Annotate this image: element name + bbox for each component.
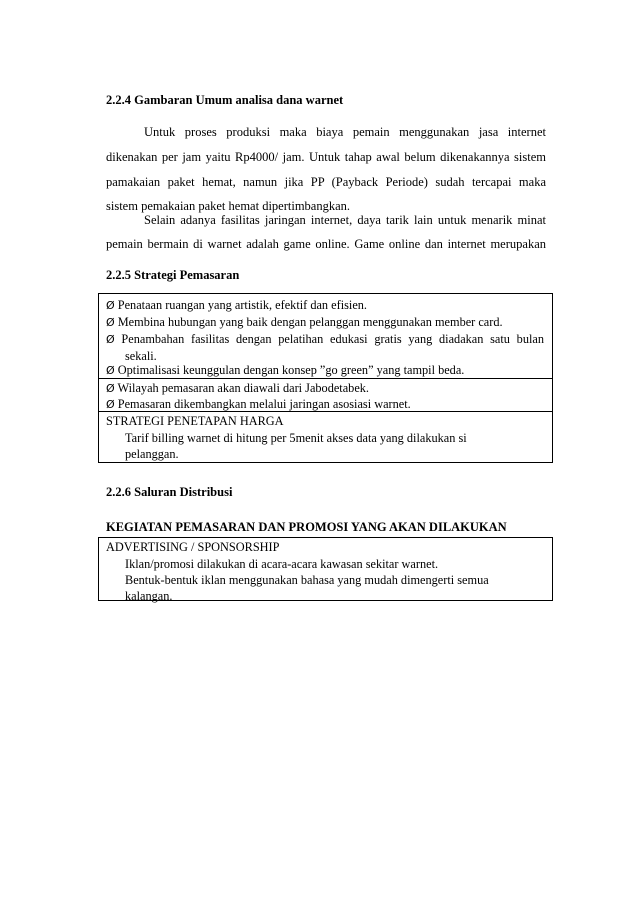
paragraph-line: pemain bermain di warnet adalah game online. Game online dan internet merupakan <box>106 237 546 251</box>
bullet-icon: Ø <box>106 382 115 395</box>
advertising-box <box>98 537 553 601</box>
paragraph-line: Untuk proses produksi maka biaya pemain menggunakan jasa internet <box>144 125 546 139</box>
paragraph-line: dikenakan per jam yaitu Rp4000/ jam. Untuk tahap awal belum dikenakannya sistem <box>106 150 546 164</box>
pricing-strategy-text: Tarif billing warnet di hitung per 5menit akses data yang dilakukan si <box>125 431 467 445</box>
bullet-icon: Ø <box>106 316 115 329</box>
paragraph-line: Selain adanya fasilitas jaringan internet, daya tarik lain untuk menarik minat <box>144 213 546 227</box>
pricing-strategy-box <box>98 411 553 463</box>
bullet-item <box>106 397 411 412</box>
paragraph-line: sistem pemakaian paket hemat dipertimbangkan. <box>106 199 351 213</box>
bullet-item <box>106 332 544 347</box>
bullet-item <box>106 363 464 378</box>
promotion-subheading: KEGIATAN PEMASARAN DAN PROMOSI YANG AKAN DILAKUKAN <box>106 520 507 534</box>
advertising-text: Iklan/promosi dilakukan di acara-acara kawasan sekitar warnet. <box>125 557 439 571</box>
bullet-text: Optimalisasi keunggulan dengan konsep ”go green” yang tampil beda. <box>117 363 465 377</box>
section-heading-2-2-4: 2.2.4 Gambaran Umum analisa dana warnet <box>106 93 344 107</box>
advertising-text: Bentuk-bentuk iklan menggunakan bahasa yang mudah dimengerti semua <box>125 573 489 587</box>
pricing-strategy-text: pelanggan. <box>125 447 179 461</box>
bullet-text: Penataan ruangan yang artistik, efektif dan efisien. <box>117 298 368 312</box>
bullet-item <box>106 315 503 330</box>
paragraph-line: pamakaian paket hemat, namun jika PP (Payback Periode) sudah tercapai maka <box>106 175 546 189</box>
bullet-text: Wilayah pemasaran akan diawali dari Jabodetabek. <box>117 381 370 395</box>
bullet-icon: Ø <box>106 364 115 377</box>
bullet-text: Penambahan fasilitas dengan pelatihan edukasi gratis yang diadakan satu bulan <box>121 332 545 346</box>
strategy-box-1 <box>98 293 553 379</box>
bullet-icon: Ø <box>106 299 115 312</box>
strategy-box-2 <box>98 378 553 412</box>
section-heading-2-2-6: 2.2.6 Saluran Distribusi <box>106 485 233 499</box>
section-heading-2-2-5: 2.2.5 Strategi Pemasaran <box>106 268 240 282</box>
advertising-title: ADVERTISING / SPONSORSHIP <box>106 540 280 554</box>
bullet-text: Membina hubungan yang baik dengan pelanggan menggunakan member card. <box>117 315 503 329</box>
bullet-icon: Ø <box>106 333 115 346</box>
advertising-text: kalangan. <box>125 589 173 603</box>
bullet-text: Pemasaran dikembangkan melalui jaringan asosiasi warnet. <box>117 397 411 411</box>
bullet-item <box>106 298 367 313</box>
pricing-strategy-title: STRATEGI PENETAPAN HARGA <box>106 414 284 428</box>
bullet-icon: Ø <box>106 398 115 411</box>
bullet-continuation: sekali. <box>125 349 157 363</box>
bullet-item <box>106 381 369 396</box>
